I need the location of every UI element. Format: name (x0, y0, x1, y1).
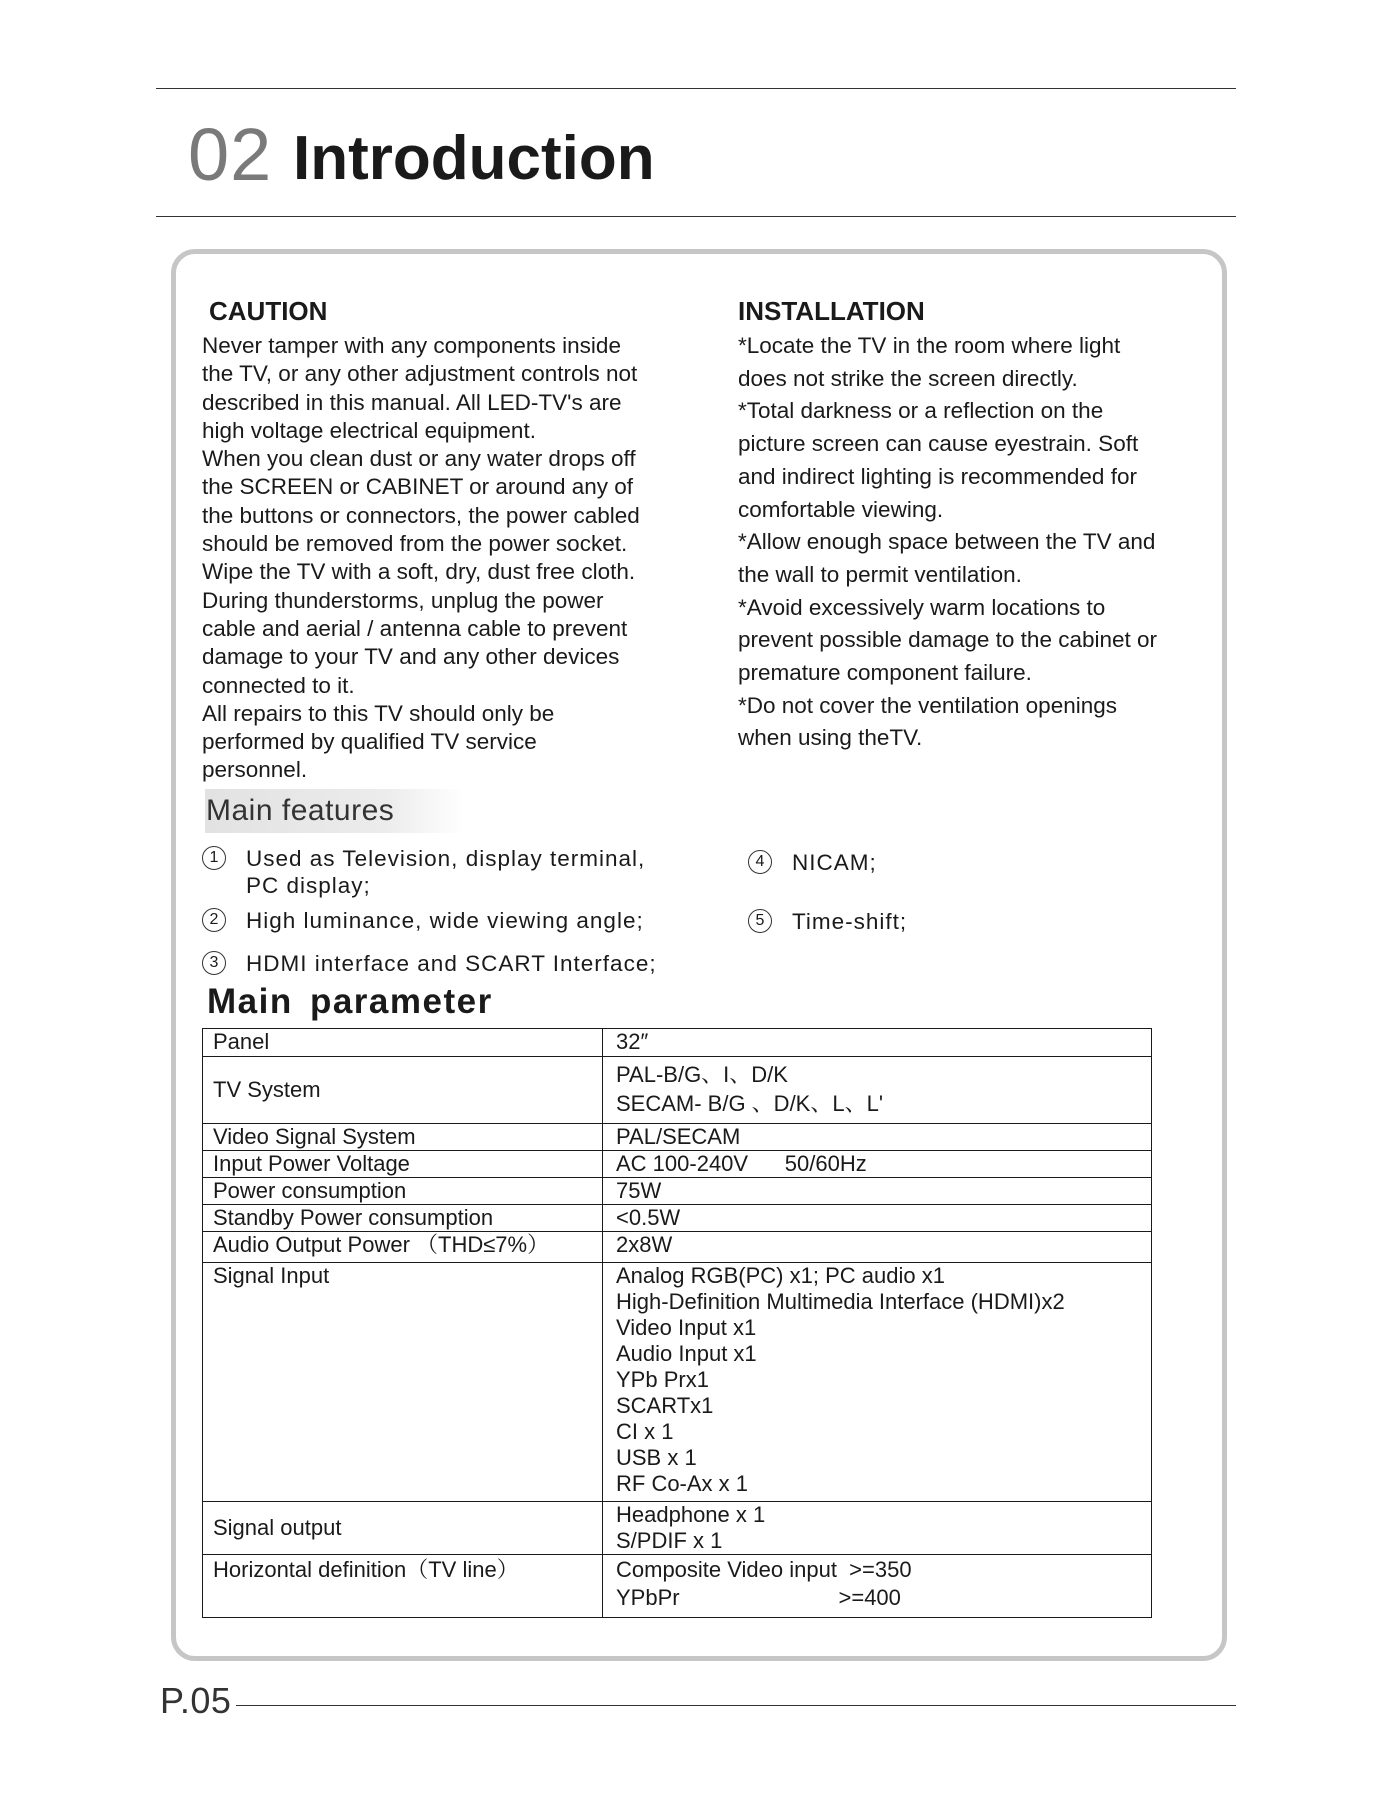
installation-line: comfortable viewing. (738, 496, 944, 522)
parameter-label: Video Signal System (203, 1124, 603, 1151)
parameter-label: Audio Output Power （THD≤7%） (203, 1232, 603, 1263)
installation-line: premature component failure. (738, 660, 1032, 686)
table-row (203, 1205, 1152, 1232)
caution-line: When you clean dust or any water drops off (202, 446, 636, 472)
chapter-title: Introduction (293, 124, 655, 193)
table-row (203, 1151, 1152, 1178)
parameter-value (603, 1124, 1152, 1151)
feature-text: Time-shift; (792, 909, 908, 934)
table-row (203, 1057, 1152, 1124)
caution-line: During thunderstorms, unplug the power (202, 587, 604, 613)
caution-line: cable and aerial / antenna cable to prevent (202, 615, 628, 641)
caution-text (202, 332, 702, 785)
caution-line: should be removed from the power socket. (202, 531, 628, 557)
installation-heading: INSTALLATION (738, 296, 925, 326)
value-line: PAL-B/G、I、D/K (616, 1062, 788, 1087)
parameter-label: TV System (203, 1057, 603, 1124)
value-line: RF Co-Ax x 1 (616, 1471, 749, 1496)
table-row (203, 1029, 1152, 1057)
caution-line: Never tamper with any components inside (202, 333, 621, 358)
page-number: P.05 (160, 1680, 232, 1721)
chapter-number: 02 (188, 113, 273, 196)
caution-line: personnel. (202, 757, 308, 783)
value-line: CI x 1 (616, 1419, 674, 1444)
table-row (203, 1178, 1152, 1205)
installation-line: does not strike the screen directly. (738, 365, 1078, 391)
value-line: YPb Prx1 (616, 1367, 709, 1392)
footer-rule (236, 1705, 1236, 1706)
feature-text: HDMI interface and SCART Interface; (246, 951, 657, 976)
value-line: Audio Input x1 (616, 1341, 757, 1366)
installation-line: *Avoid excessively warm locations to (738, 594, 1106, 620)
value-line: Video Input x1 (616, 1315, 757, 1340)
feature-text: Used as Television, display terminal, (246, 846, 646, 871)
caution-line: damage to your TV and any other devices (202, 644, 620, 670)
table-row (203, 1263, 1152, 1502)
parameter-label: Panel (203, 1029, 603, 1057)
installation-line: *Do not cover the ventilation openings (738, 692, 1117, 718)
table-row (203, 1124, 1152, 1151)
table-row (203, 1232, 1152, 1263)
feature-text: High luminance, wide viewing angle; (246, 908, 644, 933)
feature-number: 2 (202, 908, 226, 932)
installation-line: picture screen can cause eyestrain. Soft (738, 431, 1139, 457)
installation-line: and indirect lighting is recommended for (738, 463, 1137, 489)
parameter-label: Horizontal definition（TV line） (203, 1555, 603, 1618)
installation-line: *Allow enough space between the TV and (738, 529, 1156, 555)
value-line: 2x8W (616, 1232, 673, 1257)
installation-text (738, 330, 1208, 755)
caution-line: All repairs to this TV should only be (202, 700, 555, 726)
caution-line: performed by qualified TV service (202, 729, 537, 755)
value-line: AC 100-240V 50/60Hz (616, 1151, 867, 1176)
value-line: PAL/SECAM (616, 1124, 741, 1149)
caution-line: high voltage electrical equipment. (202, 417, 536, 443)
parameter-heading: Main parameter (207, 982, 493, 1021)
parameter-value (603, 1232, 1152, 1263)
value-line: Composite Video input >=350 (616, 1557, 912, 1582)
title-rule (156, 216, 1236, 217)
caution-line: the SCREEN or CABINET or around any of (202, 474, 634, 500)
parameter-label: Signal output (203, 1502, 603, 1555)
installation-line: *Locate the TV in the room where light (738, 333, 1121, 358)
parameter-value (603, 1205, 1152, 1232)
caution-line: connected to it. (202, 672, 355, 698)
value-line: 75W (616, 1178, 662, 1203)
parameter-table (202, 1028, 1152, 1618)
feature-number: 5 (748, 909, 772, 933)
value-line: SCARTx1 (616, 1393, 714, 1418)
parameter-value (603, 1029, 1152, 1057)
value-line: USB x 1 (616, 1445, 697, 1470)
feature-text: NICAM; (792, 850, 877, 875)
parameter-value (603, 1057, 1152, 1124)
feature-number: 1 (202, 846, 226, 870)
top-rule (156, 88, 1236, 89)
parameter-value (603, 1151, 1152, 1178)
parameter-label: Input Power Voltage (203, 1151, 603, 1178)
feature-text: PC display; (246, 873, 371, 898)
value-line: High-Definition Multimedia Interface (HDMI)x2 (616, 1289, 1065, 1314)
caution-line: the TV, or any other adjustment controls not (202, 361, 638, 387)
installation-line: prevent possible damage to the cabinet or (738, 627, 1158, 653)
parameter-label: Signal Input (203, 1263, 603, 1502)
caution-heading: CAUTION (209, 296, 328, 326)
parameter-value (603, 1502, 1152, 1555)
parameter-label: Standby Power consumption (203, 1205, 603, 1232)
parameter-label: Power consumption (203, 1178, 603, 1205)
parameter-value (603, 1263, 1152, 1502)
features-heading: Main features (205, 789, 464, 833)
value-line: S/PDIF x 1 (616, 1528, 723, 1553)
feature-number: 4 (748, 850, 772, 874)
value-line: SECAM- B/G 、D/K、L、L' (616, 1091, 884, 1116)
value-line: Headphone x 1 (616, 1502, 766, 1527)
table-row (203, 1502, 1152, 1555)
caution-line: described in this manual. All LED-TV's are (202, 389, 622, 415)
value-line: YPbPr >=400 (616, 1585, 901, 1610)
parameter-value (603, 1555, 1152, 1618)
parameter-value (603, 1178, 1152, 1205)
installation-line: when using theTV. (738, 725, 923, 751)
value-line: <0.5W (616, 1205, 681, 1230)
value-line: Analog RGB(PC) x1; PC audio x1 (616, 1263, 945, 1288)
caution-line: the buttons or connectors, the power cabled (202, 502, 640, 528)
table-row (203, 1555, 1152, 1618)
feature-number: 3 (202, 951, 226, 975)
installation-line: the wall to permit ventilation. (738, 561, 1022, 587)
value-line: 32″ (616, 1029, 649, 1054)
installation-line: *Total darkness or a reflection on the (738, 398, 1104, 424)
caution-line: Wipe the TV with a soft, dry, dust free cloth. (202, 559, 636, 585)
